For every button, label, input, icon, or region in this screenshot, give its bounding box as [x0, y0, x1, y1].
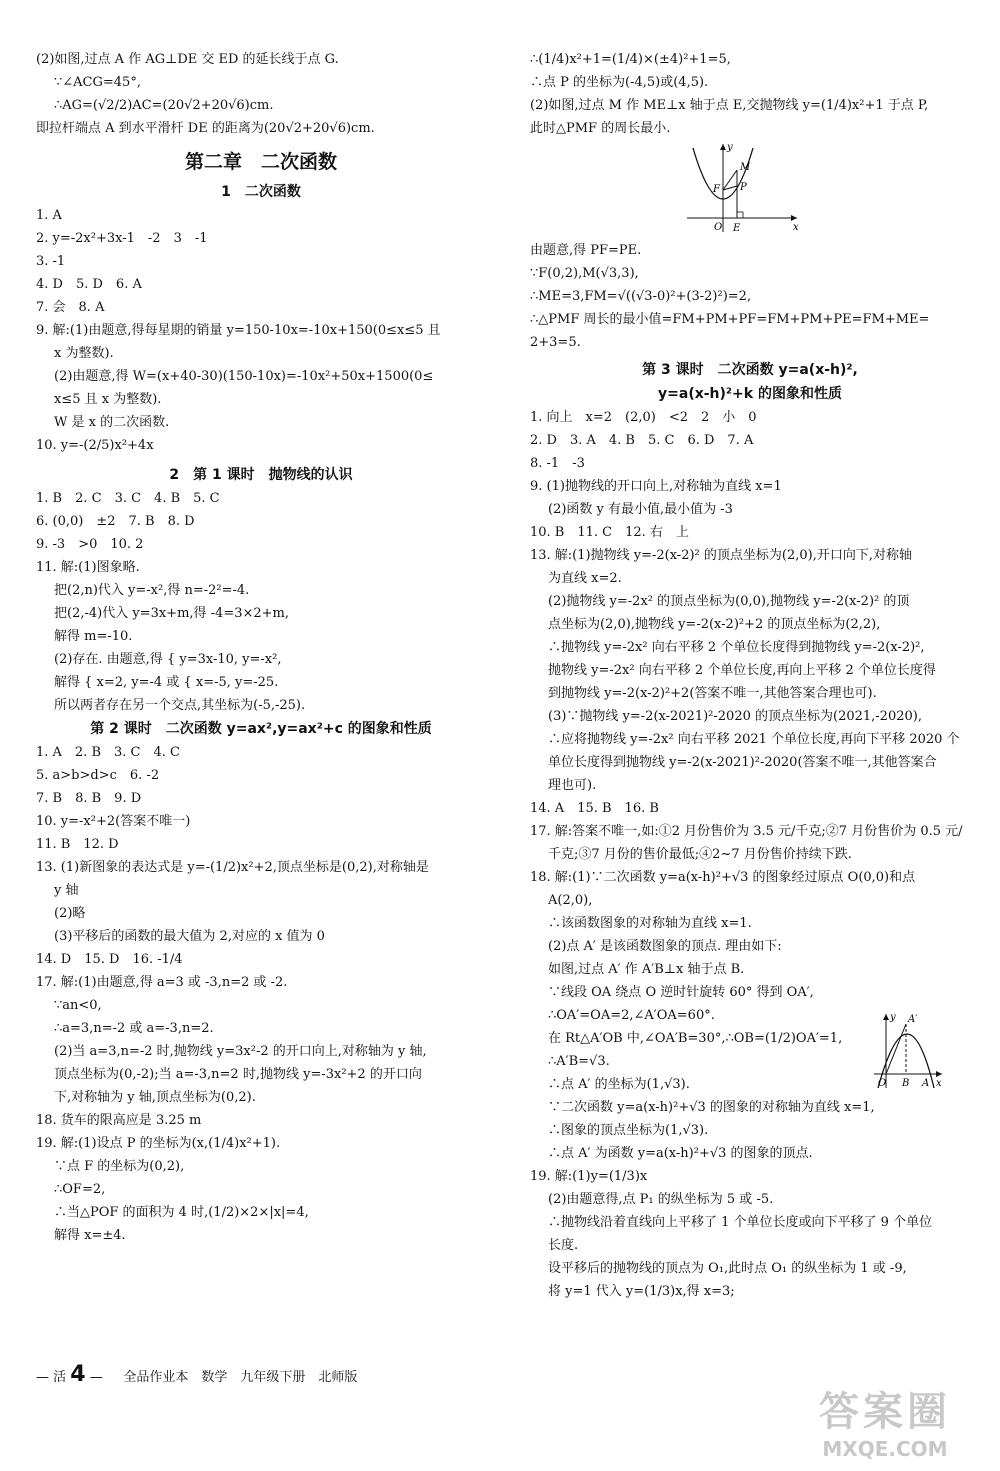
- book-title: 全品作业本 数学 九年级下册 北师版: [123, 1370, 358, 1385]
- s4-lines-line: 17. 解:答案不唯一,如:①2 月份售价为 3.5 元/千克;②7 月份售价为 0.5 元/: [530, 824, 963, 839]
- fig1-label-e: E: [733, 223, 741, 234]
- s3-lines-line: ∵点 F 的坐标为(0,2),: [54, 1159, 185, 1174]
- fig1-label-o: O: [714, 222, 723, 233]
- s2-lines-line: 所以两者存在另一个交点,其坐标为(-5,-25).: [54, 698, 306, 713]
- fig2-label-x: x: [936, 1078, 942, 1089]
- s3-lines-line: (2)略: [54, 906, 86, 921]
- s3-lines-line: ∴a=3,n=-2 或 a=-3,n=2.: [54, 1021, 214, 1036]
- fig1-label-f: F: [713, 184, 720, 195]
- s4-lines-line: 理也可).: [548, 778, 597, 793]
- chapter-title: 第二章 二次函数: [184, 151, 337, 173]
- s3-lines-line: (2)当 a=3,n=-2 时,抛物线 y=3x²-2 的开口向上,对称轴为 y 轴,: [54, 1044, 427, 1059]
- s3-lines-line: y 轴: [54, 883, 79, 898]
- s4-lines-line: ∴图象的顶点坐标为(1,√3).: [548, 1123, 709, 1138]
- left-lines-line: ∵∠ACG=45°,: [54, 75, 141, 90]
- s2-lines-line: 1. B 2. C 3. C 4. B 5. C: [36, 491, 220, 506]
- right-top-answers: [530, 48, 970, 140]
- fig1-label-x: x: [793, 222, 799, 233]
- s4-lines-line: 为直线 x=2.: [548, 571, 622, 586]
- s3-lines-line: 解得 x=±4.: [54, 1228, 126, 1243]
- s4-lines-line: 2. D 3. A 4. B 5. C 6. D 7. A: [530, 433, 754, 448]
- right-column: [530, 48, 970, 1303]
- s4-lines-line: 如图,过点 A′ 作 A′B⊥x 轴于点 B.: [548, 962, 745, 977]
- s4-lines-line: ∴应将抛物线 y=-2x² 向右平移 2021 个单位长度,再向下平移 2020 个: [548, 732, 960, 747]
- fig1-label-m: M: [740, 162, 751, 173]
- parabola-pmf-diagram: [685, 140, 805, 235]
- s4-lines-line: ∴点 A′ 为函数 y=a(x-h)²+√3 的图象的顶点.: [548, 1146, 813, 1161]
- s2-lines-line: 把(2,n)代入 y=-x²,得 n=-2²=-4.: [54, 583, 250, 598]
- s2-lines-line: 解得 m=-10.: [54, 629, 133, 644]
- watermark-small: MXQE.COM: [822, 1437, 948, 1461]
- fig1-label-p: P: [740, 182, 747, 193]
- s3-lines-line: 1. A 2. B 3. C 4. C: [36, 745, 180, 760]
- section-2-answers: [36, 487, 486, 717]
- s3-lines-line: (3)平移后的函数的最大值为 2,对应的 x 值为 0: [54, 929, 325, 944]
- right-mid-answers: [530, 239, 970, 354]
- s1-lines-line: 3. -1: [36, 254, 66, 269]
- s2-lines-line: 把(2,-4)代入 y=3x+m,得 -4=3×2+m,: [54, 606, 290, 621]
- s4-lines-line: (2)抛物线 y=-2x² 的顶点坐标为(0,0),抛物线 y=-2(x-2)² 的顶: [548, 594, 910, 609]
- s4-lines-line: ∴A′B=√3.: [548, 1054, 610, 1069]
- right-mid-lines-line: ∴△PMF 周长的最小值=FM+PM+PF=FM+PM+PE=FM+ME=: [530, 312, 930, 327]
- s4-lines-line: 9. (1)抛物线的开口向上,对称轴为直线 x=1: [530, 479, 782, 494]
- right-mid-lines-line: ∴ME=3,FM=√((√3-0)²+(3-2)²)=2,: [530, 289, 752, 304]
- footer-prefix: — 活: [36, 1370, 67, 1385]
- s2-lines-line: (2)存在. 由题意,得 { y=3x-10, y=-x²,: [54, 652, 282, 667]
- s3-lines-line: 5. a>b>d>c 6. -2: [36, 768, 160, 783]
- s4-lines-line: 千克;③7 月份的售价最低;④2~7 月份售价持续下跌.: [548, 847, 852, 862]
- section-1-answers: [36, 204, 486, 457]
- watermark-big: 答案圈: [819, 1389, 951, 1435]
- right-mid-lines-line: 由题意,得 PF=PE.: [530, 243, 642, 258]
- parabola-figure-2: [872, 1010, 944, 1094]
- right-top-lines-line: ∴(1/4)x²+1=(1/4)×(±4)²+1=5,: [530, 52, 731, 67]
- right-mid-lines-line: ∵F(0,2),M(√3,3),: [530, 266, 639, 281]
- s4-lines-line: 1. 向上 x=2 (2,0) <2 2 小 0: [530, 410, 757, 425]
- fig2-label-a-prime: A′: [908, 1014, 918, 1025]
- prev-problem-conclusion: [36, 48, 486, 140]
- left-column: [36, 48, 486, 1247]
- section-title-3: 第 2 课时 二次函数 y=ax²,y=ax²+c 的图象和性质: [90, 721, 432, 737]
- s3-lines-line: 10. y=-x²+2(答案不唯一): [36, 814, 191, 829]
- s3-lines-line: 14. D 15. D 16. -1/4: [36, 952, 183, 967]
- s4-lines-line: 14. A 15. B 16. B: [530, 801, 659, 816]
- s4-lines-line: (3)∵抛物线 y=-2(x-2021)²-2020 的顶点坐标为(2021,-2020),: [548, 709, 922, 724]
- section-3-answers: [36, 741, 486, 1247]
- s2-lines-line: 9. -3 >0 10. 2: [36, 537, 144, 552]
- s4-lines-line: (2)点 A′ 是该函数图象的顶点. 理由如下:: [548, 939, 782, 954]
- watermark-logo: [790, 1380, 980, 1461]
- left-lines-line: (2)如图,过点 A 作 AG⊥DE 交 ED 的延长线于点 G.: [36, 52, 339, 67]
- s1-lines-line: 10. y=-(2/5)x²+4x: [36, 438, 154, 453]
- fig2-label-y: y: [890, 1012, 896, 1023]
- left-lines-line: ∴AG=(√2/2)AC=(20√2+20√6)cm.: [54, 98, 274, 113]
- s4-lines-line: ∵线段 OA 绕点 O 逆时针旋转 60° 得到 OA′,: [548, 985, 814, 1000]
- fig2-label-b: B: [902, 1078, 910, 1089]
- s3-lines-line: 11. B 12. D: [36, 837, 119, 852]
- right-mid-lines-line: 2+3=5.: [530, 335, 581, 350]
- s4-lines-line: 长度.: [548, 1238, 579, 1253]
- right-top-lines-line: ∴点 P 的坐标为(-4,5)或(4,5).: [530, 75, 709, 90]
- s4-lines-line: 在 Rt△A′OB 中,∠OA′B=30°,∴OB=(1/2)OA′=1,: [548, 1031, 843, 1046]
- s4-lines-line: ∴抛物线 y=-2x² 向右平移 2 个单位长度得到抛物线 y=-2(x-2)²,: [548, 640, 925, 655]
- s1-lines-line: x 为整数).: [54, 346, 114, 361]
- s4-lines-line: 10. B 11. C 12. 右 上: [530, 525, 689, 540]
- page-footer: [36, 1362, 476, 1387]
- s1-lines-line: 4. D 5. D 6. A: [36, 277, 142, 292]
- s4-lines-line: ∴抛物线沿着直线向上平移了 1 个单位长度或向下平移了 9 个单位: [548, 1215, 933, 1230]
- s4-lines-line: 18. 解:(1)∵二次函数 y=a(x-h)²+√3 的图象经过原点 O(0,0)和点: [530, 870, 916, 885]
- left-lines-line: 即拉杆端点 A 到水平滑杆 DE 的距离为(20√2+20√6)cm.: [36, 121, 375, 136]
- right-top-lines-line: (2)如图,过点 M 作 ME⊥x 轴于点 E,交抛物线 y=(1/4)x²+1 于点 P,: [530, 98, 929, 113]
- s3-lines-line: ∴当△POF 的面积为 4 时,(1/2)×2×|x|=4,: [54, 1205, 309, 1220]
- section-title-1: 1 二次函数: [221, 184, 301, 200]
- s4-lines-line: 抛物线 y=-2x² 向右平移 2 个单位长度,再向上平移 2 个单位长度得: [548, 663, 936, 678]
- s1-lines-line: x≤5 且 x 为整数).: [54, 392, 162, 407]
- section-4-answers: [530, 406, 970, 1303]
- section-title-2: 2 第 1 课时 抛物线的认识: [169, 467, 353, 483]
- s1-lines-line: 9. 解:(1)由题意,得每星期的销量 y=150-10x=-10x+150(0≤x≤5 且: [36, 323, 441, 338]
- s4-lines-line: (2)由题意得,点 P₁ 的纵坐标为 5 或 -5.: [548, 1192, 774, 1207]
- s4-lines-line: ∵二次函数 y=a(x-h)²+√3 的图象的对称轴为直线 x=1,: [548, 1100, 875, 1115]
- fig2-label-a: A: [922, 1078, 930, 1089]
- fig2-label-o: O: [878, 1078, 887, 1089]
- s4-lines-line: 到抛物线 y=-2(x-2)²+2(答案不唯一,其他答案合理也可).: [548, 686, 877, 701]
- s1-lines-line: 1. A: [36, 208, 62, 223]
- s3-lines-line: 7. B 8. B 9. D: [36, 791, 142, 806]
- parabola-oa-diagram: [872, 1010, 944, 1090]
- fig1-label-y: y: [727, 142, 733, 153]
- s3-lines-line: 17. 解:(1)由题意,得 a=3 或 -3,n=2 或 -2.: [36, 975, 288, 990]
- s2-lines-line: 6. (0,0) ±2 7. B 8. D: [36, 514, 195, 529]
- s3-lines-line: 顶点坐标为(0,-2);当 a=-3,n=2 时,抛物线 y=-3x²+2 的开口向: [54, 1067, 422, 1082]
- s3-lines-line: ∵an<0,: [54, 998, 102, 1013]
- s4-lines-line: ∴该函数图象的对称轴为直线 x=1.: [548, 916, 752, 931]
- s4-lines-line: 设平移后的抛物线的顶点为 O₁,此时点 O₁ 的纵坐标为 1 或 -9,: [548, 1261, 907, 1276]
- s3-lines-line: ∴OF=2,: [54, 1182, 106, 1197]
- s4-lines-line: A(2,0),: [548, 893, 593, 908]
- footer-suffix: —: [89, 1370, 103, 1385]
- page-number: 4: [70, 1362, 86, 1387]
- s4-lines-line: 13. 解:(1)抛物线 y=-2(x-2)² 的顶点坐标为(2,0),开口向下,对称轴: [530, 548, 912, 563]
- parabola-figure-1: [685, 140, 970, 239]
- s4-lines-line: (2)函数 y 有最小值,最小值为 -3: [548, 502, 733, 517]
- s4-lines-line: 8. -1 -3: [530, 456, 585, 471]
- s2-lines-line: 11. 解:(1)图象略.: [36, 560, 140, 575]
- s1-lines-line: 7. 会 8. A: [36, 300, 105, 315]
- s4-lines-line: ∴点 A′ 的坐标为(1,√3).: [548, 1077, 690, 1092]
- s4-lines-line: 点坐标为(2,0),抛物线 y=-2(x-2)²+2 的顶点坐标为(2,2),: [548, 617, 881, 632]
- s3-lines-line: 13. (1)新图象的表达式是 y=-(1/2)x²+2,顶点坐标是(0,2),对称轴是: [36, 860, 429, 875]
- section-title-4a: 第 3 课时 二次函数 y=a(x-h)²,: [642, 362, 858, 378]
- s1-lines-line: 2. y=-2x²+3x-1 -2 3 -1: [36, 231, 208, 246]
- s1-lines-line: (2)由题意,得 W=(x+40-30)(150-10x)=-10x²+50x+1500(0≤: [54, 369, 434, 384]
- section-title-4b: y=a(x-h)²+k 的图象和性质: [658, 386, 842, 402]
- s3-lines-line: 下,对称轴为 y 轴,顶点坐标为(0,2).: [54, 1090, 256, 1105]
- s3-lines-line: 19. 解:(1)设点 P 的坐标为(x,(1/4)x²+1).: [36, 1136, 281, 1151]
- s3-lines-line: 18. 货车的限高应是 3.25 m: [36, 1113, 202, 1128]
- s4-lines-line: 19. 解:(1)y=(1/3)x: [530, 1169, 648, 1184]
- right-top-lines-line: 此时△PMF 的周长最小.: [530, 121, 671, 136]
- s4-lines-line: 单位长度得到抛物线 y=-2(x-2021)²-2020(答案不唯一,其他答案合: [548, 755, 937, 770]
- s1-lines-line: W 是 x 的二次函数.: [54, 415, 170, 430]
- s4-lines-line: ∴OA′=OA=2,∠A′OA=60°.: [548, 1008, 715, 1023]
- s2-lines-line: 解得 { x=2, y=-4 或 { x=-5, y=-25.: [54, 675, 279, 690]
- s4-lines-line: 将 y=1 代入 y=(1/3)x,得 x=3;: [548, 1284, 735, 1299]
